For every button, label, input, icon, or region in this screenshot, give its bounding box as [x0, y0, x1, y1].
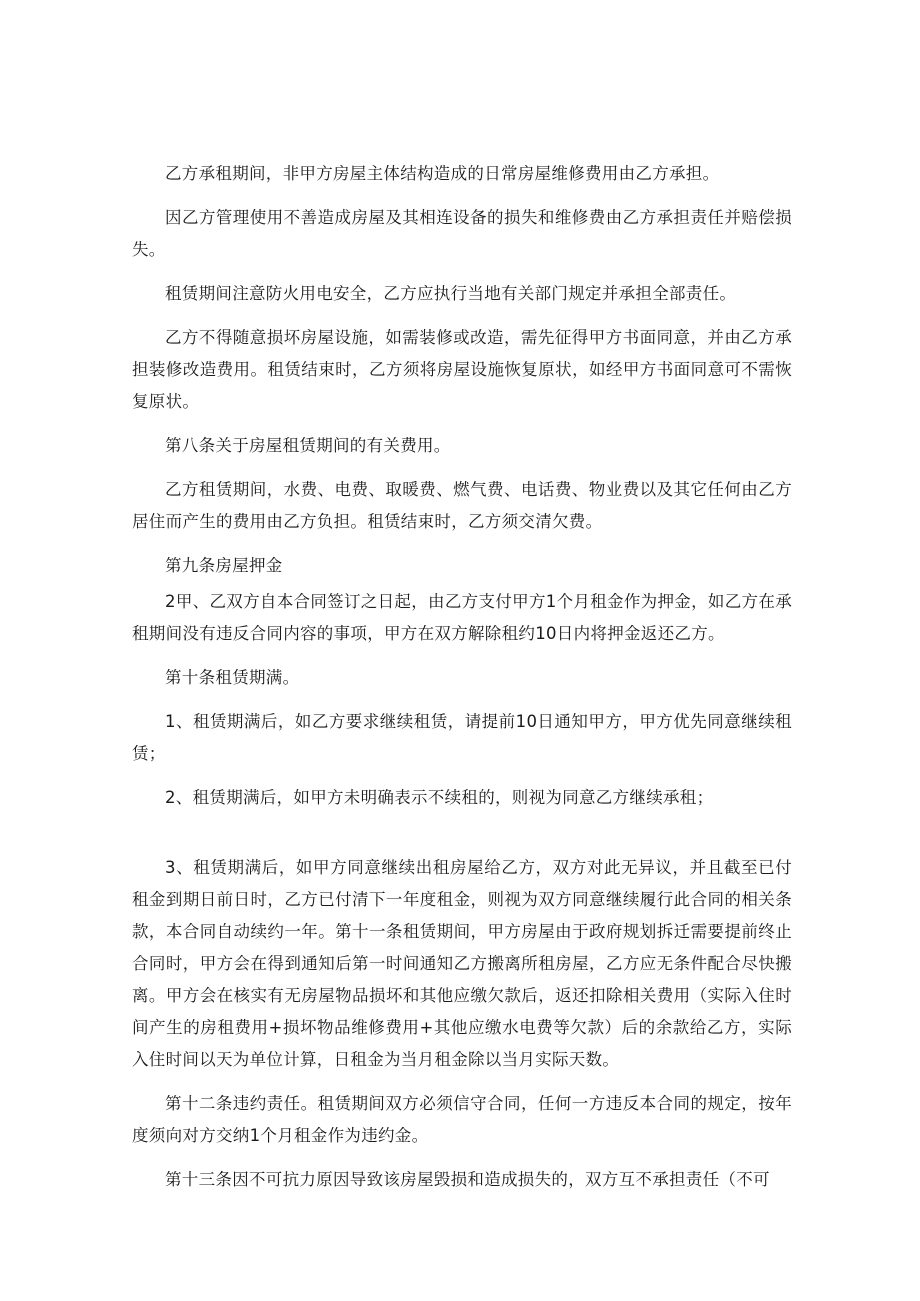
- paragraph-deposit: 2甲、乙双方自本合同签订之日起，由乙方支付甲方1个月租金作为押金，如乙方在承租期间没有违反合同内容的事项，甲方在双方解除租约10日内将押金返还乙方。: [132, 592, 792, 643]
- paragraph-renewal-3: 3、租赁期满后，如甲方同意继续出租房屋给乙方，双方对此无异议，并且截至已付租金到期日前日时，乙方已付清下一年度租金，则视为双方同意继续履行此合同的相关条款，本合同自动续约一年。第十一条租赁期间，甲方房屋由于政府规划拆迁需要提前终止合同时，甲方会在得到通知后第一时间通知乙方搬离所租房屋，乙方应无条件配合尽快搬离。甲方会在核实有无房屋物品损坏和其他应缴欠款后，返还扣除相关费用（实际入住时间产生的房租费用+损坏物品维修费用+其他应缴水电费等欠款）后的余款给乙方，实际入住时间以天为单位计算，日租金为当月租金除以当月实际天数。: [132, 858, 792, 1069]
- paragraph-damage-liability: 因乙方管理使用不善造成房屋及其相连设备的损失和维修费由乙方承担责任并赔偿损失。: [132, 208, 792, 259]
- paragraph-utility-fees: 乙方租赁期间，水费、电费、取暖费、燃气费、电话费、物业费以及其它任何由乙方居住而产生的费用由乙方负担。租赁结束时，乙方须交清欠费。: [132, 480, 792, 531]
- paragraph-fire-safety: 租赁期间注意防火用电安全，乙方应执行当地有关部门规定并承担全部责任。: [165, 284, 737, 303]
- paragraph-renovation: 乙方不得随意损坏房屋设施，如需装修或改造，需先征得甲方书面同意，并由乙方承担装修改造费用。租赁结束时，乙方须将房屋设施恢复原状，如经甲方书面同意可不需恢复原状。: [132, 328, 792, 411]
- document-page: [132, 158, 792, 1196]
- article-12-breach: 第十二条违约责任。租赁期间双方必须信守合同，任何一方违反本合同的规定，按年度须向对方交纳1个月租金作为违约金。: [132, 1094, 792, 1145]
- paragraph-maintenance-cost: 乙方承租期间，非甲方房屋主体结构造成的日常房屋维修费用由乙方承担。: [165, 164, 720, 183]
- article-10-heading: 第十条租赁期满。: [165, 668, 300, 687]
- paragraph-renewal-2: 2、租赁期满后，如甲方未明确表示不续租的，则视为同意乙方继续承租；: [165, 788, 714, 807]
- paragraph-renewal-1: 1、租赁期满后，如乙方要求继续租赁，请提前10日通知甲方，甲方优先同意继续租赁；: [132, 712, 792, 763]
- article-13-force-majeure: 第十三条因不可抗力原因导致该房屋毁损和造成损失的，双方互不承担责任（不可: [165, 1170, 770, 1189]
- article-8-heading: 第八条关于房屋租赁期间的有关费用。: [165, 436, 451, 455]
- article-9-heading: 第九条房屋押金: [165, 556, 283, 575]
